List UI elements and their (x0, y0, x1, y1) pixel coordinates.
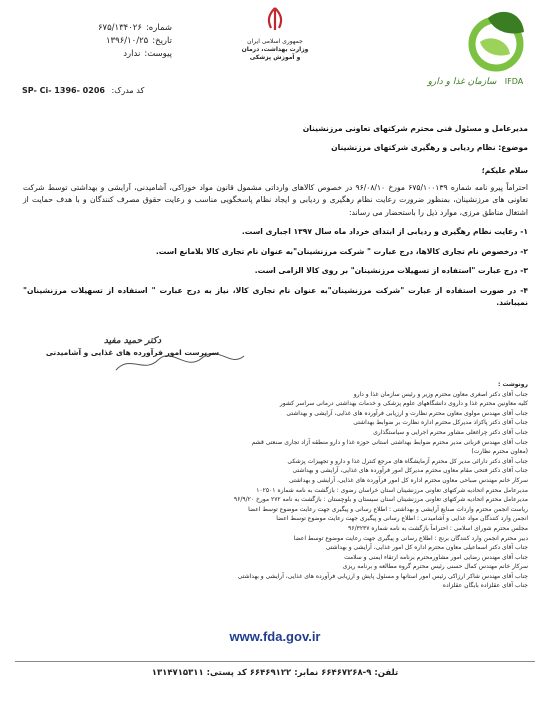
list-item: (معاون محترم نظارت) (471, 448, 528, 456)
list-item: جناب آقای دکتر دارائی مدیر کل محترم آزمایشگاه های مرجع کنترل غذا و دارو و تجهیزات پزشکی (287, 457, 528, 465)
fda-logo (418, 6, 538, 98)
list-item: ۲- درخصوص نام تجاری کالاها، درج عبارت " شرکت مرزنشینان"به عنوان نام تجاری کالا بلامانع است. (155, 246, 528, 256)
attachment-row (22, 48, 172, 61)
date-value: ۱۳۹۶/۱۰/۲۵ (105, 36, 149, 46)
signatory-name: دکتر حمید مفید (103, 336, 162, 346)
attachment-label: پیوست: (144, 49, 172, 59)
attachment-value: ندارد (123, 49, 141, 59)
date-label: تاریخ: (152, 36, 172, 46)
signatory-title: سرپرست امور فرآورده های غذایی و آشامیدنی (45, 348, 220, 357)
list-item: سرکار خانم مهندس صباحی معاون محترم اداره کل امور فرآورده های غذایی، آرایشی و بهداشتی (289, 476, 528, 484)
letter-body (23, 123, 528, 310)
list-item: مدیرعامل محترم اتحادیه شرکتهای تعاونی مرزنشینان استان خراسان رضوی : بازگشت به نامه شماره ۱۰۲۵۰۱ (256, 486, 528, 494)
list-item: سرکار خانم مهندس کمال حسنی رئیس محترم گروه مطالعه و برنامه ریزی (342, 563, 528, 571)
doc-code-value: SP- Ci- 1396- 0206 (22, 86, 105, 95)
list-item: انجمن وارد کنندگان مواد غذایی و آشامیدنی : اطلاع رسانی و پیگیری جهت رعایت موضوع توسط اعضا (276, 515, 528, 523)
list-item: جناب آقای مهندس قربانی مدیر محترم ضوابط بهداشتی استانی حوزه غذا و دارو منطقه آزاد تجاری صنعتی قشم (251, 438, 528, 446)
cc-heading: رونوشت : (498, 381, 528, 388)
list-item: جناب آقای دکتر اسماعیلی معاون محترم اداره کل امور غذایی، آرایشی و بهداشتی (325, 544, 528, 552)
footer-divider (15, 661, 535, 662)
list-item: جناب آقای مهندس رضایی امور مشاورمحترم برنامه ارتقاء ایمنی و سلامت (344, 553, 528, 561)
list-item: جناب آقای عقلزاده بایگان عقلزاده (442, 582, 528, 590)
list-item: ۱- رعایت نظام رهگیری و ردیابی از ابتدای خرداد ماه سال ۱۳۹۷ اجباری است. (241, 227, 528, 236)
list-item: مدیرعامل محترم اتحادیه شرکتهای تعاونی مرزنشینان استان سیستان و بلوچستان : بازگشت به نامه ۲۷۲ مورخ ۹۶/۹/۲۰ (233, 496, 528, 504)
letter-meta (22, 22, 172, 61)
cc-list (23, 380, 528, 591)
number-row (22, 22, 172, 35)
list-item: ۴- در صورت استفاده از عبارت "شرکت مرزنشینان"به عنوان نام تجاری کالا، نیاز به درج عبارت " استفاده از تسهیلات مرزنشینان" نمیباشد. (23, 285, 528, 307)
list-item: دبیر محترم انجمن وارد کنندگان برنج : اطلاع رسانی و پیگیری جهت رعایت موضوع توسط اعضا (293, 534, 528, 542)
emblem-line-2: وزارت بهداشت، درمان (241, 46, 309, 53)
number-value: ۶۷۵/۱۳۴۰۲۶ (97, 23, 142, 33)
signature-block (40, 336, 225, 357)
list-item: جناب آقای دکتر فتحی مقام معاون محترم مدیرکل امور فرآورده های غذایی، آرایشی و بهداشتی (292, 467, 528, 475)
website-link[interactable]: www.fda.gov.ir (229, 629, 321, 644)
list-item: جناب آقای دکتر پاکزاد مدیرکل محترم اداره نظارت بر ضوابط بهداشتی (353, 419, 528, 427)
iran-emblem-block (232, 6, 318, 62)
subject: موضوع: نظام ردیابی و رهگیری شرکتهای مرزنشینان (331, 142, 528, 152)
fda-caption: سازمان غذا و دارو (427, 77, 497, 87)
list-item: ریاست انجمن محترم واردات صنایع آرایشی و بهداشتی : اطلاع رسانی و پیگیری جهت رعایت موضوع توسط اعضا (248, 505, 528, 513)
list-item: جناب آقای مهندس شاکر ارزاکی رئیس امور استانها و مسئول پایش و ارزیابی فرآورده های غذایی، آرایشی و بهداشتی (237, 572, 528, 580)
number-label: شماره: (145, 23, 172, 33)
list-item: جناب آقای دکتر اصغری معاون محترم وزیر و رئیس سازمان غذا و دارو (353, 390, 528, 398)
greeting: سلام علیکم؛ (481, 166, 528, 175)
date-row (22, 35, 172, 48)
emblem-icon (263, 6, 287, 32)
list-item: کلیه معاونین محترم غذا و داروی دانشگاههای علوم پزشکی و خدمات بهداشتی درمانی سراسر کشور (279, 400, 528, 408)
document-code (22, 86, 222, 95)
fda-acronym: IFDA (504, 77, 524, 86)
recipient: مدیرعامل و مسئول فنی محترم شرکتهای تعاونی مرزنشینان (302, 124, 528, 133)
main-paragraph: احتراماً پیرو نامه شماره ۶۷۵/۱۰۰۱۳۹ مورخ ۹۶/۰۸/۱۰ در خصوص کالاهای وارداتی مشمول قانون مواد خوراکی، آشامیدنی، آرایشی و بهداشتی توسط شرکت تعاونی های مرزنشینان، بمنظور ضرورت رعایت نظام رهگیری و ردیابی و ایجاد نظام پاسخگویی مناسب و رعایت حقوق مصرف کنندگان و با هدف حمایت از اشتغال مناطق مرزی، موارد ذیل را باستحضار می رساند: (23, 182, 528, 217)
list-item: جناب آقای مهندس مولوی معاون محترم نظارت و ارزیابی فرآورده های غذایی، آرایشی و بهداشتی (286, 409, 528, 417)
list-item: مجلس محترم شورای اسلامی : احتراماً بازگشت به نامه شماره ۹۶/۳۲۳۷ (348, 524, 528, 532)
footer-contact: تلفن: ۹-۶۶۴۶۷۲۶۸ نمابر: ۶۶۴۶۹۱۲۲ کد پستی: ۱۳۱۴۷۱۵۳۱۱ (151, 668, 399, 678)
list-item: جناب آقای دکتر چراغعلی مشاور محترم اجرایی و سیاستگذاری (373, 428, 528, 436)
emblem-line-3: و آموزش پزشکی (249, 54, 301, 61)
emblem-line-1: جمهوری اسلامی ایران (247, 38, 303, 45)
list-item: ۳- درج عبارت "استفاده از تسهیلات مرزنشینان" بر روی کالا الزامی است. (254, 266, 528, 275)
doc-code-label: کد مدرک: (111, 86, 145, 95)
fda-leaf-icon (418, 6, 538, 98)
